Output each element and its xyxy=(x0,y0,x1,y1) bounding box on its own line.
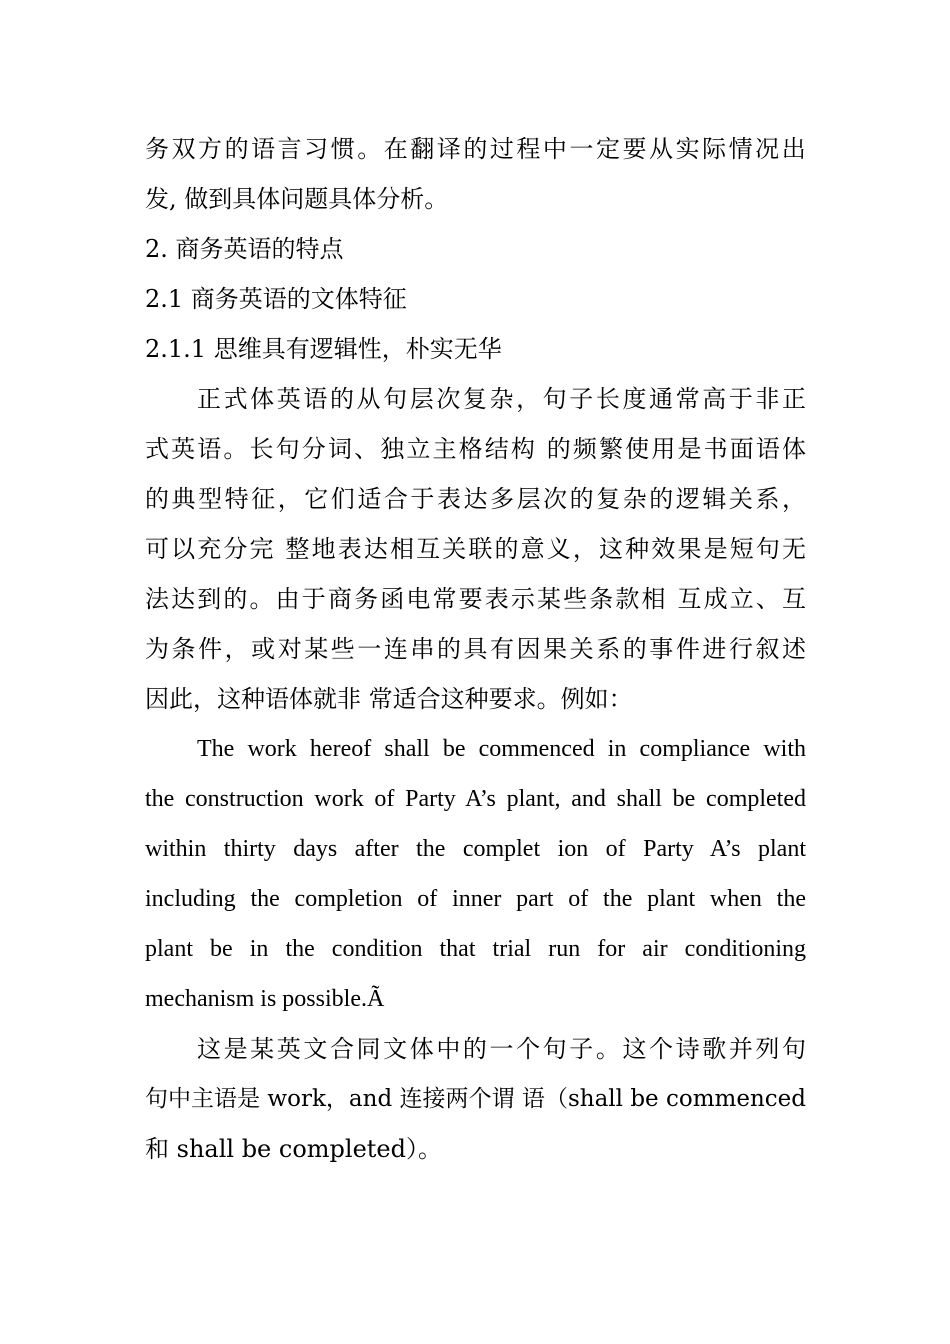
text-line: including the completion of inner part of the plant when the xyxy=(145,886,806,912)
text-line: 正式体英语的从句层次复杂，句子长度通常高于非正 xyxy=(197,385,806,413)
paragraph-example-english xyxy=(145,724,806,1024)
text-line: 法达到的。由于商务函电常要表示某些条款相 互成立、互 xyxy=(145,585,806,613)
text-line: 的典型特征，它们适合于表达多层次的复杂的逻辑关系， xyxy=(145,485,806,513)
paragraph-body-2 xyxy=(145,1024,806,1174)
text-line: 句中主语是 work，and 连接两个谓 语（shall be commenced xyxy=(145,1086,806,1112)
text-line: plant be in the condition that trial run for air conditioning xyxy=(145,936,806,962)
document-body xyxy=(145,124,806,1174)
text-line: 因此，这种语体就非 常适合这种要求。例如： xyxy=(145,685,633,713)
text-line: within thirty days after the complet ion of Party A’s plant xyxy=(145,836,806,862)
text-line: 式英语。长句分词、独立主格结构 的频繁使用是书面语体 xyxy=(145,435,806,463)
text-line: mechanism is possible.Ã xyxy=(145,986,385,1012)
text-line: 可以充分完 整地表达相互关联的意义，这种效果是短句无 xyxy=(145,535,806,563)
heading-section-2-1-1: 2.1.1 思维具有逻辑性，朴实无华 xyxy=(145,335,502,363)
text-line: 务双方的语言习惯。在翻译的过程中一定要从实际情况出 xyxy=(145,135,806,163)
heading-section-2: 2. 商务英语的特点 xyxy=(145,235,344,263)
heading-section-2-1: 2.1 商务英语的文体特征 xyxy=(145,285,407,313)
text-line: 这是某英文合同文体中的一个句子。这个诗歌并列句 xyxy=(197,1035,806,1063)
text-line: 和 shall be completed）。 xyxy=(145,1135,442,1163)
text-line: the construction work of Party A’s plant, and shall be completed xyxy=(145,786,806,812)
text-line: 为条件，或对某些一连串的具有因果关系的事件进行叙述 xyxy=(145,635,806,663)
text-line: 发, 做到具体问题具体分析。 xyxy=(145,185,449,213)
paragraph-body-1 xyxy=(145,374,806,724)
text-line: The work hereof shall be commenced in compliance with xyxy=(197,736,806,762)
paragraph-intro-tail xyxy=(145,124,806,224)
